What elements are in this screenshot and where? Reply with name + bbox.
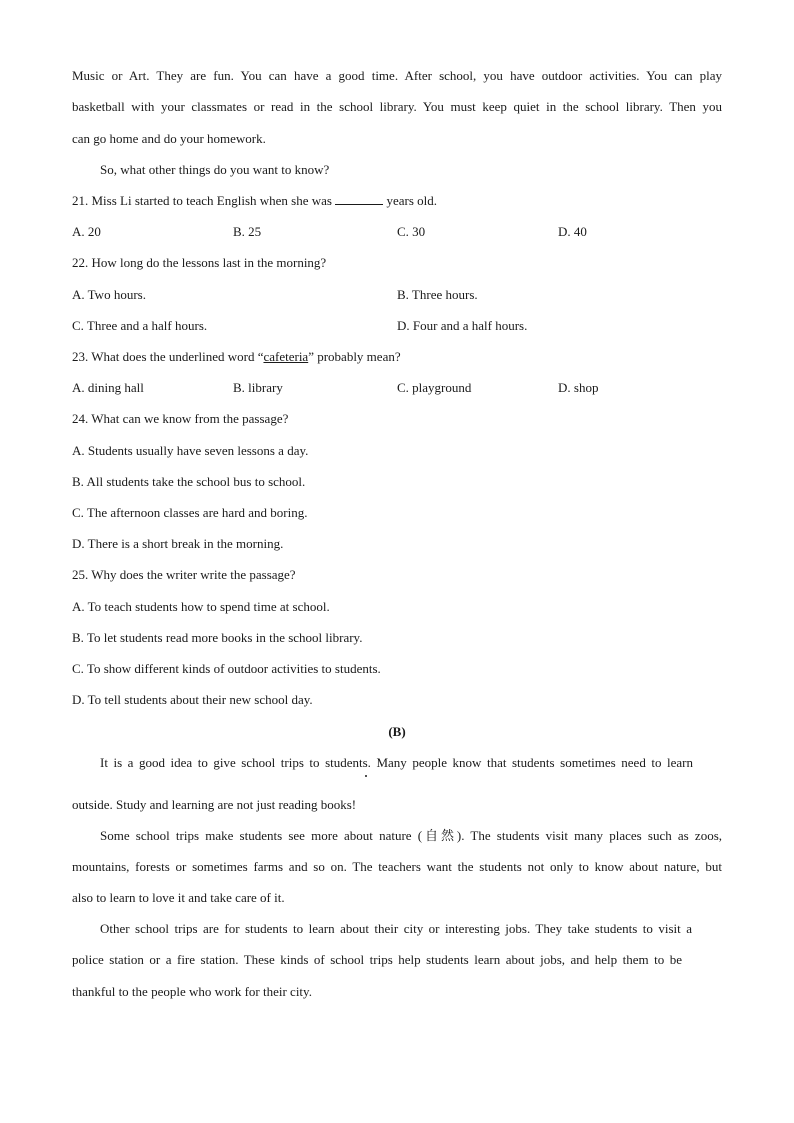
question-text: years old. xyxy=(386,193,438,208)
option: B. Three hours. xyxy=(397,287,478,302)
option: B. library xyxy=(233,380,283,395)
option: C. Three and a half hours. xyxy=(72,318,208,333)
question-text: Why does the writer write the passage? xyxy=(91,567,296,582)
option: A. Students usually have seven lessons a day. xyxy=(72,443,309,458)
passage-b-p3-line-2: police station or a fire station. These kinds of school trips help students learn about jobs, and help them to be xyxy=(72,952,682,967)
option: D. To tell students about their new school day. xyxy=(72,692,313,707)
option: D. shop xyxy=(558,380,599,395)
option: D. There is a short break in the morning. xyxy=(72,536,284,551)
question-text: ” probably mean? xyxy=(308,349,401,364)
passage-a-line-2: basketball with your classmates or read in the school library. You must keep quiet in the school library. Then you xyxy=(72,99,722,114)
option: C. playground xyxy=(397,380,472,395)
option: C. To show different kinds of outdoor activities to students. xyxy=(72,661,381,676)
emphasis-dot xyxy=(365,775,367,777)
option: A. dining hall xyxy=(72,380,144,395)
question-text: How long do the lessons last in the morning? xyxy=(91,255,327,270)
option: C. The afternoon classes are hard and boring. xyxy=(72,505,308,520)
option: B. 25 xyxy=(233,224,262,239)
passage-b-p2-line-3: also to learn to love it and take care of it. xyxy=(72,890,285,905)
option: C. 30 xyxy=(397,224,426,239)
question-24-stem xyxy=(72,411,722,427)
option: A. 20 xyxy=(72,224,101,239)
option: D. Four and a half hours. xyxy=(397,318,528,333)
question-23-stem xyxy=(72,349,722,365)
question-text: What can we know from the passage? xyxy=(91,411,289,426)
option: B. All students take the school bus to school. xyxy=(72,474,306,489)
question-text: What does the underlined word “ xyxy=(91,349,264,364)
passage-b-p1-line-2: outside. Study and learning are not just reading books! xyxy=(72,797,357,812)
passage-b-p3-line-1: Other school trips are for students to learn about their city or interesting jobs. They take students to visit a xyxy=(100,921,692,936)
option: B. To let students read more books in the school library. xyxy=(72,630,363,645)
option: D. 40 xyxy=(558,224,587,239)
question-text: Miss Li started to teach English when she was xyxy=(91,193,332,208)
section-heading: (B) xyxy=(388,724,406,739)
passage-a-line-3: can go home and do your homework. xyxy=(72,131,266,146)
passage-b-p2-line-2: mountains, forests or sometimes farms and so on. The teachers want the students not only to know about nature, but xyxy=(72,859,722,874)
question-21-stem xyxy=(72,193,722,209)
passage-b-p1-line-1: It is a good idea to give school trips to students. Many people know that students sometimes need to learn xyxy=(100,755,693,770)
question-22-stem xyxy=(72,255,722,271)
question-number: 22. xyxy=(72,255,89,270)
question-number: 24. xyxy=(72,411,89,426)
option: A. Two hours. xyxy=(72,287,146,302)
question-number: 23. xyxy=(72,349,89,364)
option: A. To teach students how to spend time at school. xyxy=(72,599,330,614)
underlined-word: cafeteria xyxy=(263,349,309,364)
question-25-stem xyxy=(72,567,722,583)
passage-b-p3-line-3: thankful to the people who work for their city. xyxy=(72,984,312,999)
passage-b-p2-line-1: Some school trips make students see more about nature (自然). The students visit many places such as zoos, xyxy=(100,828,722,843)
passage-a-line-1: Music or Art. They are fun. You can have a good time. After school, you have outdoor activities. You can play xyxy=(72,68,722,83)
question-number: 21. xyxy=(72,193,89,208)
question-number: 25. xyxy=(72,567,89,582)
answer-blank xyxy=(335,193,383,205)
passage-a-closing: So, what other things do you want to know? xyxy=(100,162,330,177)
